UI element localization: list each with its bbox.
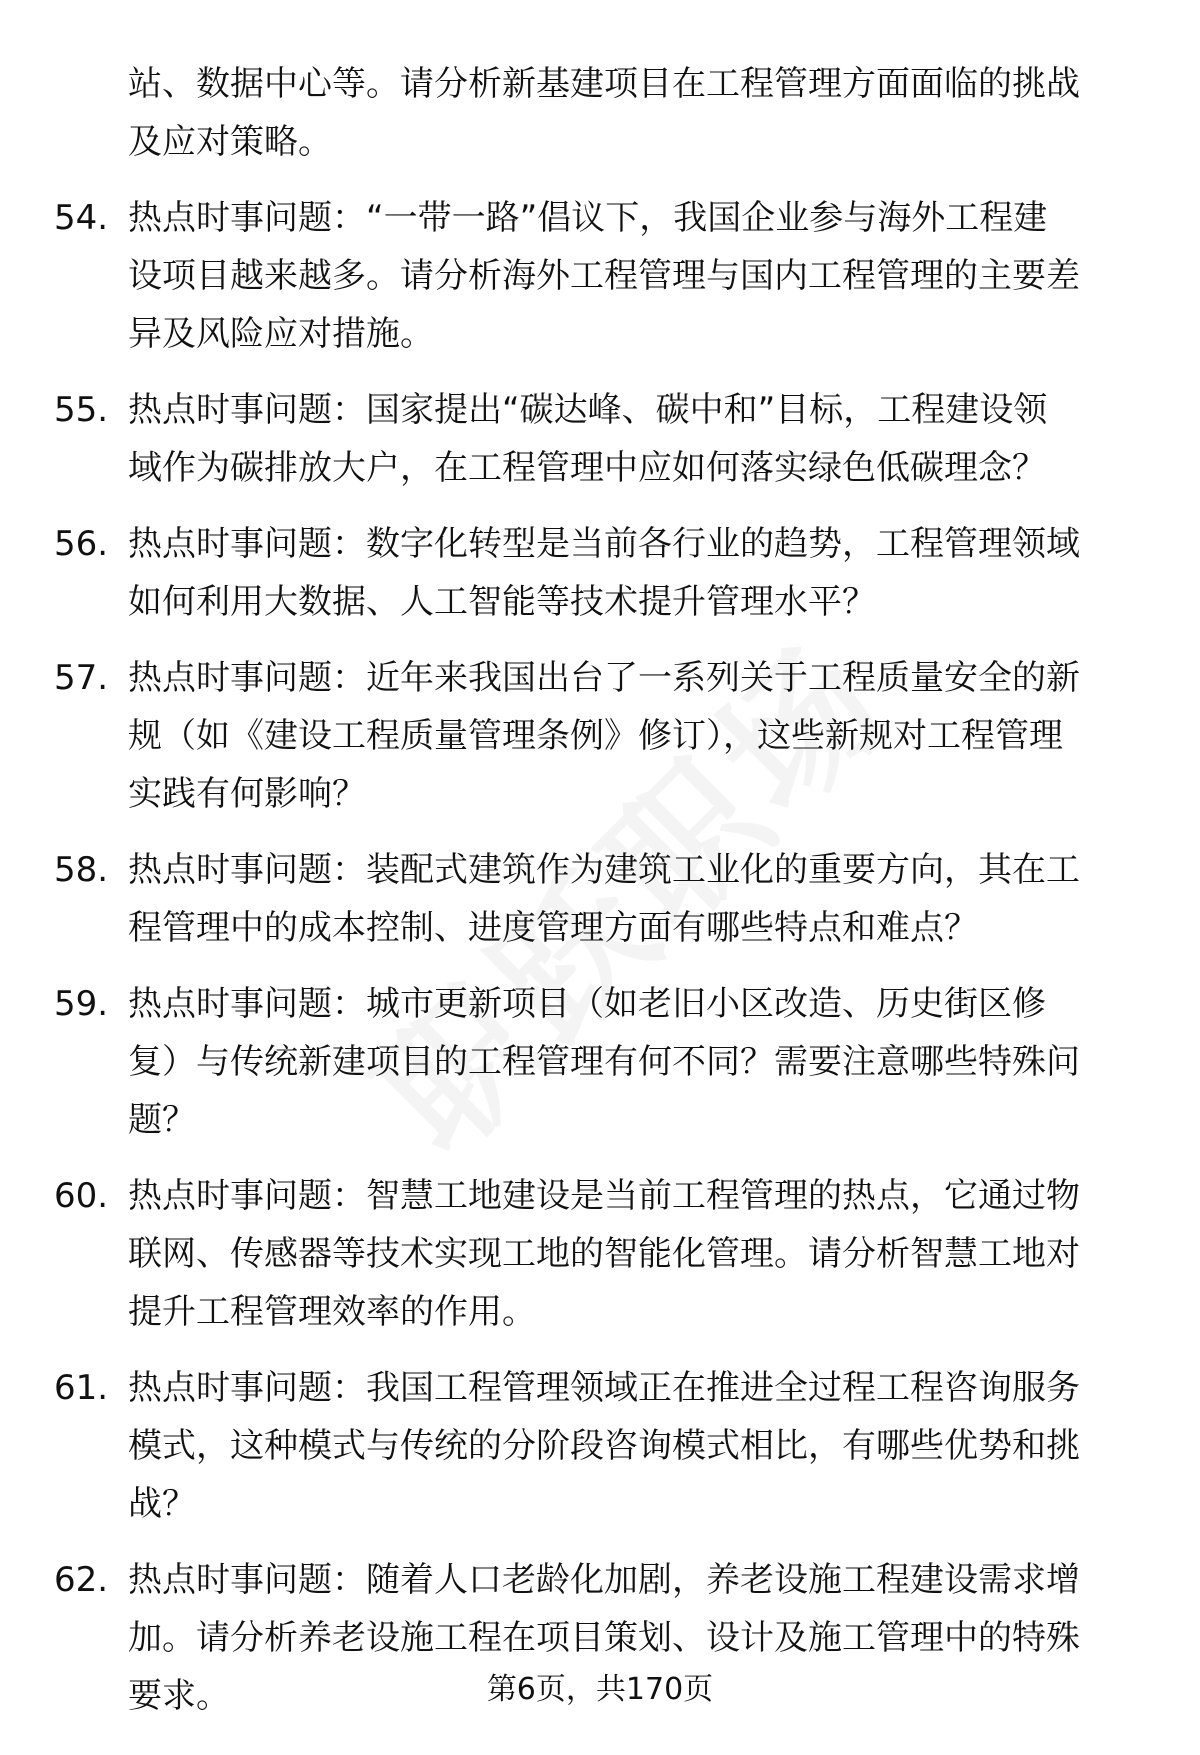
question-item: [0, 1359, 1200, 1533]
question-item: [0, 649, 1200, 823]
question-text-line: 设项目越来越多。请分析海外工程管理与国内工程管理的主要差: [128, 256, 1080, 296]
question-text-line: 热点时事问题：数字化转型是当前各行业的趋势，工程管理领域: [128, 524, 1080, 564]
continued-paragraph: [0, 55, 1138, 171]
question-item: [0, 841, 1200, 957]
question-text-line: 热点时事问题：近年来我国出台了一系列关于工程质量安全的新: [128, 658, 1080, 698]
question-number: 58.: [54, 850, 109, 890]
question-item: [0, 381, 1200, 497]
question-text-line: 联网、传感器等技术实现工地的智能化管理。请分析智慧工地对: [128, 1234, 1080, 1274]
question-text-line: 实践有何影响？: [128, 774, 366, 814]
text-line: 及应对策略。: [128, 122, 332, 162]
question-item: [0, 189, 1200, 363]
question-number: 56.: [54, 524, 109, 564]
question-number: 54.: [54, 198, 109, 238]
question-list: [0, 55, 1200, 1725]
question-text-line: 异及风险应对措施。: [128, 314, 434, 354]
question-number: 60.: [54, 1176, 109, 1216]
question-text-line: 加。请分析养老设施工程在项目策划、设计及施工管理中的特殊: [128, 1618, 1080, 1658]
question-text-line: 热点时事问题：国家提出“碳达峰、碳中和”目标，工程建设领: [128, 390, 1048, 430]
question-text-line: 模式，这种模式与传统的分阶段咨询模式相比，有哪些优势和挑: [128, 1426, 1080, 1466]
question-number: 55.: [54, 390, 109, 430]
question-item: [0, 975, 1200, 1149]
question-text-line: 域作为碳排放大户，在工程管理中应如何落实绿色低碳理念？: [128, 448, 1046, 488]
question-text-line: 战？: [128, 1484, 196, 1524]
question-text-line: 提升工程管理效率的作用。: [128, 1292, 536, 1332]
question-text-line: 热点时事问题：随着人口老龄化加剧，养老设施工程建设需求增: [128, 1560, 1080, 1600]
question-text-line: 热点时事问题：城市更新项目（如老旧小区改造、历史街区修: [128, 984, 1046, 1024]
question-text-line: 复）与传统新建项目的工程管理有何不同？需要注意哪些特殊问: [128, 1042, 1080, 1082]
text-line: 站、数据中心等。请分析新基建项目在工程管理方面面临的挑战: [128, 64, 1080, 104]
question-number: 61.: [54, 1368, 109, 1408]
page-number-footer: 第6页，共170页: [486, 1672, 714, 1707]
question-text-line: 热点时事问题：我国工程管理领域正在推进全过程工程咨询服务: [128, 1368, 1080, 1408]
question-text-line: 题？: [128, 1100, 196, 1140]
question-item: [0, 515, 1200, 631]
question-text-line: 热点时事问题：“一带一路”倡议下，我国企业参与海外工程建: [128, 198, 1048, 238]
question-item: [0, 1167, 1200, 1341]
question-text-line: 如何利用大数据、人工智能等技术提升管理水平？: [128, 582, 876, 622]
question-text-line: 热点时事问题：装配式建筑作为建筑工业化的重要方向，其在工: [128, 850, 1080, 890]
question-number: 62.: [54, 1560, 109, 1600]
question-number: 59.: [54, 984, 109, 1024]
question-number: 57.: [54, 658, 109, 698]
question-text-line: 要求。: [128, 1676, 230, 1716]
question-text-line: 规（如《建设工程质量管理条例》修订），这些新规对工程管理: [128, 716, 1063, 756]
question-text-line: 热点时事问题：智慧工地建设是当前工程管理的热点，它通过物: [128, 1176, 1080, 1216]
question-text-line: 程管理中的成本控制、进度管理方面有哪些特点和难点？: [128, 908, 978, 948]
